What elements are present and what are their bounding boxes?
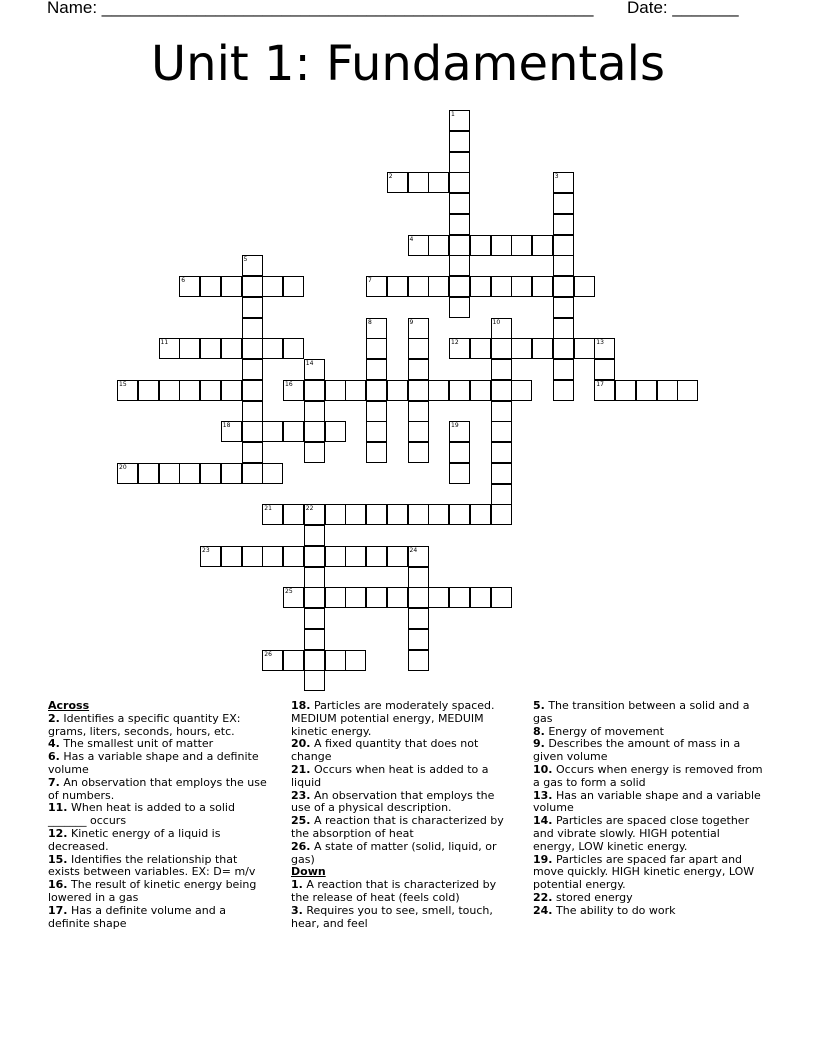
grid-cell[interactable] bbox=[470, 276, 491, 297]
clue-text: A reaction that is characterized by the absorption of heat bbox=[291, 814, 504, 840]
clue-text: An observation that employs the use of numbers. bbox=[48, 775, 267, 802]
clue-text: Identifies the relationship that exists between variables. EX: D= m/v bbox=[48, 852, 256, 879]
grid-cell[interactable] bbox=[408, 587, 429, 608]
grid-cell[interactable] bbox=[200, 276, 221, 297]
grid-cell[interactable] bbox=[449, 131, 470, 152]
clue-number-label: 1 bbox=[451, 111, 455, 118]
grid-cell[interactable] bbox=[387, 172, 408, 193]
clue-text: Has a definite volume and a definite shape bbox=[48, 903, 226, 930]
grid-cell[interactable] bbox=[491, 359, 512, 380]
grid-cell[interactable] bbox=[179, 380, 200, 401]
grid-cell[interactable] bbox=[387, 504, 408, 525]
grid-cell[interactable] bbox=[283, 546, 304, 567]
grid-cell[interactable] bbox=[553, 359, 574, 380]
clue-number: 12. bbox=[48, 826, 68, 840]
grid-cell[interactable] bbox=[553, 380, 574, 401]
grid-cell[interactable] bbox=[428, 380, 449, 401]
grid-cell[interactable] bbox=[511, 276, 532, 297]
clue-number-label: 5 bbox=[243, 256, 248, 264]
grid-cell[interactable] bbox=[325, 504, 346, 525]
grid-cell[interactable] bbox=[345, 504, 366, 525]
grid-cell[interactable] bbox=[221, 546, 242, 567]
clue-15 bbox=[48, 854, 270, 880]
grid-cell[interactable] bbox=[449, 504, 470, 525]
clue-text: The ability to do work bbox=[552, 903, 676, 917]
grid-cell[interactable] bbox=[304, 608, 325, 629]
grid-cell[interactable] bbox=[242, 442, 263, 463]
grid-cell[interactable] bbox=[345, 380, 366, 401]
clue-13 bbox=[533, 790, 763, 816]
clue-number: 6. bbox=[48, 750, 60, 764]
grid-cell[interactable] bbox=[491, 338, 512, 359]
grid-cell[interactable] bbox=[408, 276, 429, 297]
grid-cell[interactable] bbox=[449, 110, 470, 131]
grid-cell[interactable] bbox=[283, 504, 304, 525]
down-heading: Down bbox=[291, 865, 326, 879]
clue-number: 8. bbox=[533, 724, 545, 738]
across-heading: Across bbox=[48, 699, 90, 712]
clue-25 bbox=[291, 815, 516, 841]
clue-text: stored energy bbox=[552, 890, 633, 904]
grid-cell[interactable] bbox=[553, 338, 574, 359]
grid-cell[interactable] bbox=[491, 484, 512, 505]
clue-text: A fixed quantity that does not change bbox=[291, 737, 479, 764]
grid-cell[interactable] bbox=[449, 338, 470, 359]
grid-cell[interactable] bbox=[491, 235, 512, 256]
grid-cell[interactable] bbox=[262, 504, 283, 525]
grid-cell[interactable] bbox=[242, 318, 263, 339]
grid-cell[interactable] bbox=[345, 546, 366, 567]
clue-number: 26. bbox=[291, 839, 311, 853]
grid-cell[interactable] bbox=[366, 504, 387, 525]
grid-cell[interactable] bbox=[470, 338, 491, 359]
grid-cell[interactable] bbox=[636, 380, 657, 401]
grid-cell[interactable] bbox=[615, 380, 636, 401]
clue-5 bbox=[533, 700, 763, 726]
clue-text: Requires you to see, smell, touch, hear, and feel bbox=[291, 903, 493, 930]
clue-number: 23. bbox=[291, 788, 311, 802]
grid-cell[interactable] bbox=[449, 442, 470, 463]
grid-cell[interactable] bbox=[408, 567, 429, 588]
grid-cell[interactable] bbox=[408, 608, 429, 629]
clue-number: 11. bbox=[48, 801, 68, 815]
grid-cell[interactable] bbox=[242, 338, 263, 359]
clue-number: 22. bbox=[533, 890, 553, 904]
grid-cell[interactable] bbox=[304, 650, 325, 671]
grid-cell[interactable] bbox=[553, 214, 574, 235]
grid-cell[interactable] bbox=[449, 587, 470, 608]
grid-cell[interactable] bbox=[449, 235, 470, 256]
grid-cell[interactable] bbox=[242, 359, 263, 380]
clue-17 bbox=[48, 905, 270, 931]
clue-21 bbox=[291, 764, 516, 790]
grid-cell[interactable] bbox=[449, 421, 470, 442]
grid-cell[interactable] bbox=[511, 338, 532, 359]
clue-number-label: 13 bbox=[596, 339, 604, 347]
grid-cell[interactable] bbox=[449, 172, 470, 193]
clue-number-label: 19 bbox=[451, 422, 459, 430]
grid-cell[interactable] bbox=[325, 421, 346, 442]
clue-text: The result of kinetic energy being lowered in a gas bbox=[48, 878, 257, 904]
clue-number: 5. bbox=[533, 699, 545, 712]
grid-cell[interactable] bbox=[179, 276, 200, 297]
grid-cell[interactable] bbox=[304, 525, 325, 546]
grid-cell[interactable] bbox=[491, 318, 512, 339]
grid-cell[interactable] bbox=[428, 504, 449, 525]
grid-cell[interactable] bbox=[449, 297, 470, 318]
grid-cell[interactable] bbox=[304, 629, 325, 650]
clue-text: Particles are moderately spaced. MEDIUM potential energy, MEDUIM kinetic energy. bbox=[291, 699, 495, 738]
clue-number: 1. bbox=[291, 878, 303, 892]
clue-text: Occurs when energy is removed from a gas to form a solid bbox=[533, 762, 763, 789]
grid-cell[interactable] bbox=[200, 546, 221, 567]
clue-number: 4. bbox=[48, 737, 60, 751]
grid-cell[interactable] bbox=[262, 463, 283, 484]
grid-cell[interactable] bbox=[491, 587, 512, 608]
clue-12 bbox=[48, 828, 270, 854]
clue-text: The transition between a solid and a gas bbox=[533, 699, 750, 725]
clue-number-label: 6 bbox=[181, 277, 186, 284]
grid-cell[interactable] bbox=[511, 380, 532, 401]
grid-cell[interactable] bbox=[138, 380, 159, 401]
grid-cell[interactable] bbox=[304, 587, 325, 608]
grid-cell[interactable] bbox=[491, 421, 512, 442]
clue-text: Energy of movement bbox=[544, 724, 664, 738]
grid-cell[interactable] bbox=[408, 380, 429, 401]
grid-cell[interactable] bbox=[283, 650, 304, 671]
grid-cell[interactable] bbox=[242, 546, 263, 567]
grid-cell[interactable] bbox=[159, 463, 180, 484]
clue-number-label: 17 bbox=[596, 380, 604, 388]
grid-cell[interactable] bbox=[283, 380, 304, 401]
grid-cell[interactable] bbox=[408, 401, 429, 422]
grid-cell[interactable] bbox=[491, 401, 512, 422]
grid-cell[interactable] bbox=[200, 338, 221, 359]
grid-cell[interactable] bbox=[408, 442, 429, 463]
clue-text: Describes the amount of mass in a given volume bbox=[533, 737, 741, 764]
grid-cell[interactable] bbox=[428, 235, 449, 256]
grid-cell[interactable] bbox=[304, 546, 325, 567]
grid-cell[interactable] bbox=[159, 380, 180, 401]
grid-cell[interactable] bbox=[242, 380, 263, 401]
grid-cell[interactable] bbox=[408, 546, 429, 567]
clue-text: Occurs when heat is added to a liquid bbox=[291, 762, 489, 789]
name-line: Name: ____________________________________________________ bbox=[47, 0, 594, 17]
grid-cell[interactable] bbox=[594, 359, 615, 380]
clue-number: 2. bbox=[48, 711, 60, 725]
clue-number-label: 22 bbox=[305, 505, 314, 513]
grid-cell[interactable] bbox=[283, 587, 304, 608]
clue-text: Identifies a specific quantity EX: grams, liters, seconds, hours, etc. bbox=[48, 711, 241, 738]
clue-number: 19. bbox=[533, 852, 553, 866]
clue-24 bbox=[533, 905, 763, 918]
grid-cell[interactable] bbox=[179, 338, 200, 359]
clue-number: 15. bbox=[48, 852, 68, 866]
grid-cell[interactable] bbox=[325, 650, 346, 671]
clue-number-label: 14 bbox=[305, 360, 314, 367]
grid-cell[interactable] bbox=[304, 670, 325, 691]
clue-number: 13. bbox=[533, 788, 553, 802]
grid-cell[interactable] bbox=[449, 463, 470, 484]
grid-cell[interactable] bbox=[221, 276, 242, 297]
clue-6 bbox=[48, 751, 270, 777]
grid-cell[interactable] bbox=[345, 650, 366, 671]
clue-number-label: 21 bbox=[264, 505, 272, 513]
clue-text: A reaction that is characterized by the release of heat (feels cold) bbox=[291, 878, 497, 904]
grid-cell[interactable] bbox=[408, 504, 429, 525]
clue-number-label: 3 bbox=[554, 173, 559, 181]
grid-cell[interactable] bbox=[366, 442, 387, 463]
clue-number-label: 23 bbox=[202, 546, 210, 554]
clue-7 bbox=[48, 777, 270, 803]
grid-cell[interactable] bbox=[221, 463, 242, 484]
grid-cell[interactable] bbox=[553, 297, 574, 318]
grid-cell[interactable] bbox=[242, 255, 263, 276]
grid-cell[interactable] bbox=[221, 380, 242, 401]
grid-cell[interactable] bbox=[304, 359, 325, 380]
clue-number-label: 26 bbox=[264, 650, 272, 658]
grid-cell[interactable] bbox=[366, 380, 387, 401]
clue-number: 16. bbox=[48, 878, 68, 892]
grid-cell[interactable] bbox=[428, 276, 449, 297]
grid-cell[interactable] bbox=[366, 421, 387, 442]
grid-cell[interactable] bbox=[242, 297, 263, 318]
grid-cell[interactable] bbox=[304, 504, 325, 525]
grid-cell[interactable] bbox=[387, 587, 408, 608]
clue-3 bbox=[291, 905, 516, 931]
grid-cell[interactable] bbox=[304, 567, 325, 588]
grid-cell[interactable] bbox=[470, 587, 491, 608]
grid-cell[interactable] bbox=[262, 546, 283, 567]
grid-cell[interactable] bbox=[553, 255, 574, 276]
grid-cell[interactable] bbox=[138, 463, 159, 484]
grid-cell[interactable] bbox=[408, 650, 429, 671]
grid-cell[interactable] bbox=[657, 380, 678, 401]
grid-cell[interactable] bbox=[408, 629, 429, 650]
clue-number-label: 15 bbox=[119, 380, 127, 388]
grid-cell[interactable] bbox=[221, 338, 242, 359]
grid-cell[interactable] bbox=[470, 235, 491, 256]
grid-cell[interactable] bbox=[677, 380, 698, 401]
clue-14 bbox=[533, 815, 763, 853]
grid-cell[interactable] bbox=[242, 463, 263, 484]
clue-number-label: 16 bbox=[285, 380, 293, 388]
grid-cell[interactable] bbox=[117, 380, 138, 401]
grid-cell[interactable] bbox=[491, 442, 512, 463]
clue-number: 14. bbox=[533, 814, 553, 828]
grid-cell[interactable] bbox=[242, 401, 263, 422]
grid-cell[interactable] bbox=[408, 172, 429, 193]
clue-1 bbox=[291, 879, 516, 905]
grid-cell[interactable] bbox=[594, 338, 615, 359]
grid-cell[interactable] bbox=[553, 172, 574, 193]
clue-column-3 bbox=[533, 700, 763, 918]
clue-19 bbox=[533, 854, 763, 892]
grid-cell[interactable] bbox=[159, 338, 180, 359]
clue-9 bbox=[533, 738, 763, 764]
grid-cell[interactable] bbox=[242, 276, 263, 297]
grid-cell[interactable] bbox=[117, 463, 138, 484]
clue-number-label: 12 bbox=[451, 339, 459, 347]
clue-number-label: 20 bbox=[119, 463, 127, 471]
clue-number-label: 18 bbox=[222, 422, 231, 430]
grid-cell[interactable] bbox=[532, 276, 553, 297]
clue-number: 18. bbox=[291, 699, 311, 712]
clue-number-label: 4 bbox=[409, 235, 414, 243]
grid-cell[interactable] bbox=[408, 235, 429, 256]
grid-cell[interactable] bbox=[304, 421, 325, 442]
grid-cell[interactable] bbox=[470, 380, 491, 401]
grid-cell[interactable] bbox=[491, 504, 512, 525]
grid-cell[interactable] bbox=[428, 587, 449, 608]
clue-number-label: 8 bbox=[368, 318, 372, 326]
grid-cell[interactable] bbox=[242, 421, 263, 442]
grid-cell[interactable] bbox=[179, 463, 200, 484]
grid-cell[interactable] bbox=[449, 276, 470, 297]
grid-cell[interactable] bbox=[387, 380, 408, 401]
grid-cell[interactable] bbox=[553, 318, 574, 339]
clue-number-label: 7 bbox=[368, 277, 372, 284]
clue-11 bbox=[48, 802, 270, 828]
grid-cell[interactable] bbox=[221, 421, 242, 442]
clue-16 bbox=[48, 879, 270, 905]
grid-cell[interactable] bbox=[553, 193, 574, 214]
grid-cell[interactable] bbox=[366, 359, 387, 380]
grid-cell[interactable] bbox=[262, 421, 283, 442]
clue-number-label: 24 bbox=[409, 546, 418, 554]
clue-number: 7. bbox=[48, 775, 60, 789]
grid-cell[interactable] bbox=[366, 318, 387, 339]
grid-cell[interactable] bbox=[553, 235, 574, 256]
grid-cell[interactable] bbox=[366, 587, 387, 608]
grid-cell[interactable] bbox=[387, 276, 408, 297]
grid-cell[interactable] bbox=[553, 276, 574, 297]
grid-cell[interactable] bbox=[408, 359, 429, 380]
clue-18 bbox=[291, 700, 516, 738]
page-title: Unit 1: Fundamentals bbox=[151, 36, 665, 92]
clue-number-label: 2 bbox=[388, 173, 393, 181]
grid-cell[interactable] bbox=[532, 338, 553, 359]
clue-text: Particles are spaced far apart and move quickly. HIGH kinetic energy, LOW potential energy. bbox=[533, 852, 755, 892]
clue-number: 9. bbox=[533, 737, 545, 751]
clue-text: Kinetic energy of a liquid is decreased. bbox=[48, 826, 221, 853]
grid-cell[interactable] bbox=[366, 276, 387, 297]
clue-2 bbox=[48, 713, 270, 739]
clue-text: Particles are spaced close together and vibrate slowly. HIGH potential energy, LOW kinetic energy. bbox=[533, 814, 750, 853]
grid-cell[interactable] bbox=[532, 235, 553, 256]
grid-cell[interactable] bbox=[366, 338, 387, 359]
grid-cell[interactable] bbox=[491, 276, 512, 297]
grid-cell[interactable] bbox=[408, 421, 429, 442]
grid-cell[interactable] bbox=[449, 152, 470, 173]
grid-cell[interactable] bbox=[387, 546, 408, 567]
grid-cell[interactable] bbox=[200, 463, 221, 484]
grid-cell[interactable] bbox=[366, 401, 387, 422]
grid-cell[interactable] bbox=[449, 193, 470, 214]
grid-cell[interactable] bbox=[283, 276, 304, 297]
grid-cell[interactable] bbox=[304, 401, 325, 422]
grid-cell[interactable] bbox=[325, 546, 346, 567]
clue-number: 21. bbox=[291, 762, 311, 776]
grid-cell[interactable] bbox=[428, 172, 449, 193]
grid-cell[interactable] bbox=[325, 380, 346, 401]
grid-cell[interactable] bbox=[366, 546, 387, 567]
grid-cell[interactable] bbox=[200, 380, 221, 401]
clue-column-1 bbox=[48, 700, 270, 930]
grid-cell[interactable] bbox=[262, 276, 283, 297]
grid-cell[interactable] bbox=[262, 650, 283, 671]
clue-10 bbox=[533, 764, 763, 790]
grid-cell[interactable] bbox=[449, 380, 470, 401]
grid-cell[interactable] bbox=[283, 338, 304, 359]
grid-cell[interactable] bbox=[470, 504, 491, 525]
clue-23 bbox=[291, 790, 516, 816]
clue-26 bbox=[291, 841, 516, 867]
grid-cell[interactable] bbox=[491, 463, 512, 484]
grid-cell[interactable] bbox=[449, 214, 470, 235]
clue-text: Has a variable shape and a definite volume bbox=[48, 750, 259, 776]
grid-cell[interactable] bbox=[325, 587, 346, 608]
clue-20 bbox=[291, 738, 516, 764]
clue-text: Has an variable shape and a variable volume bbox=[533, 788, 761, 815]
grid-cell[interactable] bbox=[574, 276, 595, 297]
clue-number: 3. bbox=[291, 903, 303, 917]
grid-cell[interactable] bbox=[594, 380, 615, 401]
clue-number-label: 10 bbox=[492, 318, 501, 326]
grid-cell[interactable] bbox=[304, 442, 325, 463]
grid-cell[interactable] bbox=[262, 338, 283, 359]
grid-cell[interactable] bbox=[408, 318, 429, 339]
grid-cell[interactable] bbox=[345, 587, 366, 608]
grid-cell[interactable] bbox=[304, 380, 325, 401]
clue-number-label: 11 bbox=[160, 339, 169, 347]
grid-cell[interactable] bbox=[491, 380, 512, 401]
grid-cell[interactable] bbox=[408, 338, 429, 359]
clue-number: 25. bbox=[291, 814, 311, 828]
clue-number-label: 25 bbox=[285, 588, 293, 596]
grid-cell[interactable] bbox=[574, 338, 595, 359]
clue-number-label: 9 bbox=[409, 318, 414, 326]
grid-cell[interactable] bbox=[283, 421, 304, 442]
clue-number: 10. bbox=[533, 762, 553, 776]
grid-cell[interactable] bbox=[511, 235, 532, 256]
clue-number: 17. bbox=[48, 903, 68, 917]
grid-cell[interactable] bbox=[449, 255, 470, 276]
clue-number: 20. bbox=[291, 737, 311, 751]
clue-column-2 bbox=[291, 700, 516, 930]
clue-text: The smallest unit of matter bbox=[59, 737, 214, 751]
date-line: Date: _______ bbox=[627, 0, 739, 17]
clue-number: 24. bbox=[533, 903, 553, 917]
clue-text: A state of matter (solid, liquid, or gas) bbox=[291, 839, 497, 866]
clue-text: An observation that employs the use of a physical description. bbox=[291, 788, 495, 815]
clue-text: When heat is added to a solid _______ occurs bbox=[48, 801, 235, 828]
